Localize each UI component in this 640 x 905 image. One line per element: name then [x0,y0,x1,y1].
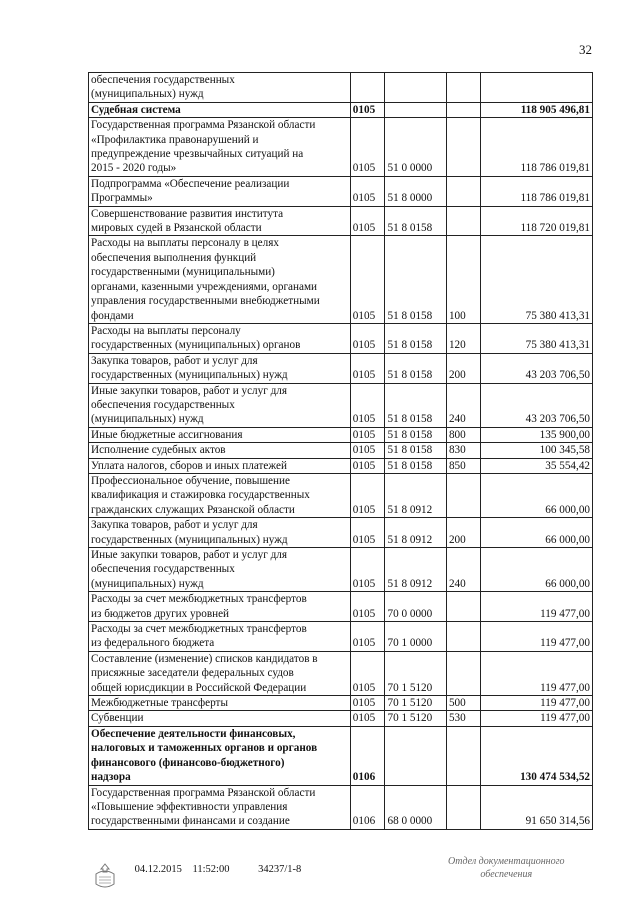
cell-target-code: 51 8 0158 [385,236,446,323]
cell-name-line: надзора [91,771,131,784]
cell-section: 0105 [350,427,385,442]
cell-name-line: (муниципальных) нужд [91,413,204,426]
cell-target-code: 68 0 0000 [385,785,446,829]
cell-name [89,102,351,117]
cell-amount: 75 380 413,31 [481,323,593,353]
cell-name-line: Исполнение судебных актов [91,444,226,457]
cell-section: 0106 [350,785,385,829]
cell-section: 0105 [350,206,385,236]
table-row [89,427,593,442]
footer [90,864,301,875]
cell-section: 0105 [350,443,385,458]
cell-name-line: (муниципальных) нужд [91,577,204,590]
cell-name-line: «Профилактика правонарушений и [91,133,259,146]
table-row [89,206,593,236]
cell-target-code: 51 8 0158 [385,443,446,458]
cell-name-line: общей юрисдикции в Российской Федерации [91,681,307,694]
table-row [89,102,593,117]
cell-section: 0105 [350,518,385,548]
cell-name-line: Подпрограмма «Обеспечение реализации [91,177,290,190]
cell-name-line: Закупка товаров, работ и услуг для [91,354,258,367]
cell-section: 0105 [350,548,385,592]
cell-expense-type: 240 [446,383,480,427]
cell-target-code: 70 0 0000 [385,592,446,622]
table-row [89,473,593,517]
cell-expense-type: 500 [446,696,480,711]
footer-doc-number: 34237/1-8 [258,864,302,875]
cell-section: 0105 [350,651,385,695]
cell-target-code: 51 8 0158 [385,353,446,383]
cell-name-line: из федерального бюджета [91,637,215,650]
cell-section: 0105 [350,622,385,652]
cell-name-line: Государственная программа Рязанской области [91,786,316,799]
cell-name-line: Уплата налогов, сборов и иных платежей [91,459,287,472]
table-row [89,353,593,383]
cell-name-line: квалификация и стажировка государственных [91,489,310,502]
cell-section: 0105 [350,323,385,353]
cell-target-code: 51 8 0912 [385,473,446,517]
cell-target-code [385,73,446,103]
cell-name-line: Программы» [91,192,153,205]
cell-target-code: 51 8 0158 [385,323,446,353]
cell-name-line: органами, казенными учреждениями, органами [91,280,318,293]
cell-target-code: 70 1 5120 [385,711,446,726]
stamp-line-2: обеспечения [480,869,533,880]
cell-target-code [385,102,446,117]
cell-name [89,118,351,177]
cell-target-code [385,726,446,785]
cell-amount: 43 203 706,50 [481,353,593,383]
cell-name [89,711,351,726]
table-row [89,443,593,458]
cell-expense-type [446,785,480,829]
cell-section: 0105 [350,102,385,117]
cell-section: 0105 [350,383,385,427]
cell-name [89,236,351,323]
cell-section: 0105 [350,592,385,622]
cell-target-code: 51 8 0912 [385,548,446,592]
cell-name-line: из бюджетов других уровней [91,607,230,620]
cell-name-line: фондами [91,309,134,322]
cell-name [89,458,351,473]
cell-name-line: Закупка товаров, работ и услуг для [91,519,258,532]
cell-name-line: финансового (финансово-бюджетного) [91,756,285,769]
cell-expense-type: 200 [446,518,480,548]
cell-target-code: 70 1 5120 [385,651,446,695]
cell-name-line: Иные закупки товаров, работ и услуг для [91,384,288,397]
table-row [89,383,593,427]
cell-name [89,726,351,785]
cell-amount: 35 554,42 [481,458,593,473]
cell-name [89,73,351,103]
cell-name [89,176,351,206]
table-row [89,518,593,548]
cell-name-line: обеспечения государственных [91,563,235,576]
cell-name-line: Государственная программа Рязанской области [91,119,316,132]
cell-expense-type [446,622,480,652]
cell-name-line: обеспечения государственных [91,398,235,411]
cell-name [89,443,351,458]
cell-target-code: 51 0 0000 [385,118,446,177]
cell-target-code: 51 8 0158 [385,427,446,442]
page-number: 32 [579,42,592,57]
cell-name-line: Расходы на выплаты персоналу [91,324,241,337]
cell-name [89,518,351,548]
table-row [89,458,593,473]
cell-target-code: 51 8 0912 [385,518,446,548]
table-row [89,236,593,323]
cell-name-line: гражданских служащих Рязанской области [91,503,295,516]
cell-amount: 91 650 314,56 [481,785,593,829]
cell-expense-type: 100 [446,236,480,323]
cell-name-line: государственных (муниципальных) нужд [91,369,288,382]
cell-amount: 119 477,00 [481,592,593,622]
cell-expense-type [446,651,480,695]
cell-expense-type: 240 [446,548,480,592]
cell-amount: 119 477,00 [481,651,593,695]
cell-name-line: Составление (изменение) списков кандидатов в [91,652,318,665]
cell-expense-type [446,592,480,622]
cell-name [89,592,351,622]
cell-expense-type: 530 [446,711,480,726]
cell-amount: 66 000,00 [481,548,593,592]
cell-amount [481,73,593,103]
cell-target-code: 51 8 0158 [385,458,446,473]
cell-name-line: Расходы за счет межбюджетных трансфертов [91,623,307,636]
cell-name [89,622,351,652]
table-row [89,323,593,353]
cell-section: 0106 [350,726,385,785]
cell-section: 0105 [350,236,385,323]
cell-section: 0105 [350,711,385,726]
cell-amount: 66 000,00 [481,518,593,548]
table-row [89,726,593,785]
cell-name [89,785,351,829]
cell-amount: 119 477,00 [481,711,593,726]
cell-name-line: государственных (муниципальных) органов [91,339,301,352]
cell-name [89,473,351,517]
cell-target-code: 70 1 5120 [385,696,446,711]
cell-expense-type [446,73,480,103]
cell-section: 0105 [350,458,385,473]
cell-section: 0105 [350,473,385,517]
cell-target-code: 51 8 0000 [385,176,446,206]
cell-expense-type: 800 [446,427,480,442]
cell-expense-type [446,118,480,177]
cell-amount: 75 380 413,31 [481,236,593,323]
cell-name [89,427,351,442]
cell-name [89,206,351,236]
cell-amount: 118 786 019,81 [481,176,593,206]
table-row [89,73,593,103]
cell-name-line: управления государственными внебюджетными [91,295,320,308]
cell-name-line: Совершенствование развития института [91,207,284,220]
table-row [89,118,593,177]
cell-expense-type: 120 [446,323,480,353]
cell-amount: 118 720 019,81 [481,206,593,236]
cell-expense-type: 850 [446,458,480,473]
cell-name-line: Обеспечение деятельности финансовых, [91,727,296,740]
cell-name-line: Расходы на выплаты персоналу в целях [91,237,279,250]
footer-date: 04.12.2015 [134,864,182,875]
cell-target-code: 70 1 0000 [385,622,446,652]
cell-expense-type: 200 [446,353,480,383]
cell-name [89,651,351,695]
cell-name-line: предупреждение чрезвычайных ситуаций на [91,148,304,161]
table-row [89,711,593,726]
cell-expense-type [446,102,480,117]
table-row [89,176,593,206]
cell-name [89,548,351,592]
table-row [89,548,593,592]
cell-amount: 66 000,00 [481,473,593,517]
cell-name-line: мировых судей в Рязанской области [91,222,262,235]
cell-expense-type [446,473,480,517]
cell-name-line: Профессиональное обучение, повышение [91,474,290,487]
table-body [89,73,593,830]
budget-table [88,72,593,830]
cell-name-line: государственных (муниципальных) нужд [91,533,288,546]
cell-amount: 135 900,00 [481,427,593,442]
cell-name [89,696,351,711]
cell-amount: 118 905 496,81 [481,102,593,117]
cell-name-line: 2015 - 2020 годы» [91,162,177,175]
cell-name-line: Субвенции [91,712,144,725]
cell-amount: 43 203 706,50 [481,383,593,427]
cell-section: 0105 [350,696,385,711]
table-row [89,622,593,652]
cell-amount: 119 477,00 [481,622,593,652]
cell-target-code: 51 8 0158 [385,383,446,427]
cell-name-line: Межбюджетные трансферты [91,697,228,710]
cell-name [89,353,351,383]
table-row [89,592,593,622]
cell-amount: 119 477,00 [481,696,593,711]
cell-name [89,383,351,427]
cell-section: 0105 [350,176,385,206]
cell-expense-type [446,206,480,236]
cell-name-line: присяжные заседатели федеральных судов [91,667,294,680]
cell-target-code: 51 8 0158 [385,206,446,236]
table-row [89,785,593,829]
cell-amount: 130 474 534,52 [481,726,593,785]
cell-name-line: Иные закупки товаров, работ и услуг для [91,549,288,561]
cell-section: 0105 [350,118,385,177]
stamp-line-1: Отдел документационного [448,856,565,867]
cell-expense-type [446,726,480,785]
footer-time: 11:52:00 [192,864,230,875]
cell-amount: 100 345,58 [481,443,593,458]
cell-name-line: «Повышение эффективности управления [91,800,288,813]
cell-amount: 118 786 019,81 [481,118,593,177]
cell-name-line: Расходы за счет межбюджетных трансфертов [91,593,307,606]
cell-name-line: государственными (муниципальными) [91,266,275,279]
cell-expense-type [446,176,480,206]
cell-section: 0105 [350,353,385,383]
table-row [89,696,593,711]
cell-name-line: Иные бюджетные ассигнования [91,428,243,441]
table-row [89,651,593,695]
cell-name [89,323,351,353]
cell-name-line: налоговых и таможенных органов и органов [91,742,318,755]
cell-name-line: обеспечения выполнения функций [91,251,257,264]
department-stamp [448,855,565,881]
cell-expense-type: 830 [446,443,480,458]
cell-name-line: обеспечения государственных [91,74,235,86]
cell-name-line: Судебная система [91,103,181,116]
cell-name-line: государственными финансами и создание [91,815,290,828]
cell-name-line: (муниципальных) нужд [91,88,204,101]
cell-section [350,73,385,103]
